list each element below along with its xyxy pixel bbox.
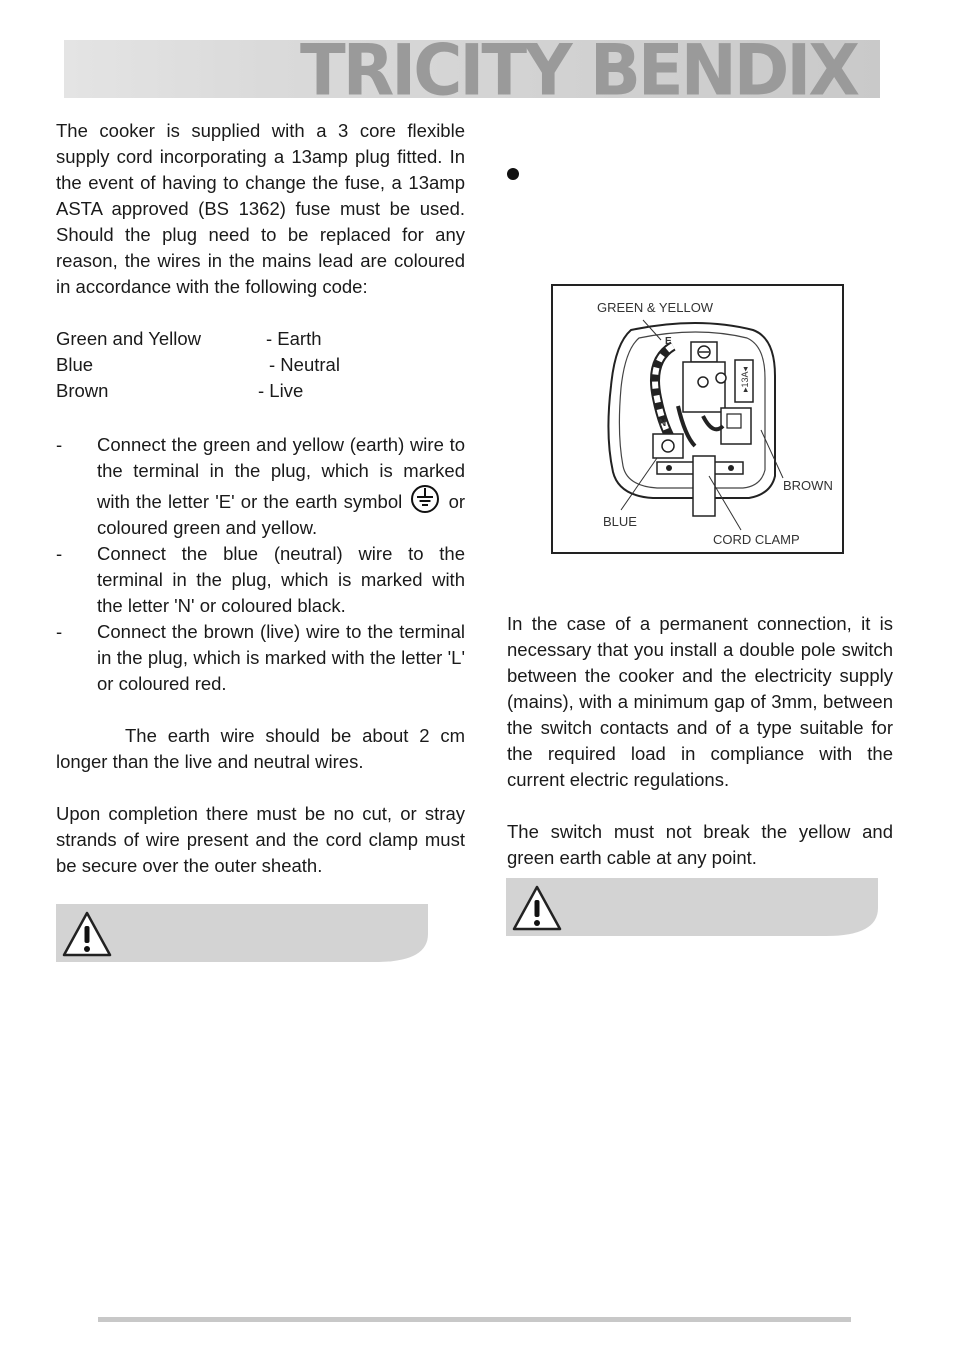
step-text: Connect the blue (neutral) wire to the terminal in the plug, which is marked with the letter 'N' or coloured black. — [97, 543, 465, 616]
step-dash: - — [56, 621, 63, 642]
plug-wiring-diagram — [551, 284, 844, 554]
earth-wire-note — [56, 723, 465, 775]
warning-triangle-icon — [61, 910, 113, 958]
label-green-yellow: GREEN & YELLOW — [597, 300, 714, 315]
label-neutral-terminal: N — [659, 418, 667, 429]
step-text: Connect the brown (live) wire to the terminal in the plug, which is marked with the letter 'L' or coloured red. — [97, 621, 465, 694]
step-text: Connect the green and yellow (earth) wire to the terminal in the plug, which is marked with the letter 'E' or the earth symbol — [97, 434, 465, 512]
warning-triangle-icon — [511, 884, 563, 932]
permanent-connection-paragraph: In the case of a permanent connection, it is necessary that you install a double pole switch between the cooker and the electricity supply (mains), with a minimum gap of 3mm, between the switch contacts and of a type suitable for the required load in compliance with the current electric regulations. — [507, 613, 893, 790]
wire-meaning: - Live — [258, 380, 304, 401]
earth-symbol-icon — [410, 484, 440, 514]
bullet-point — [507, 168, 519, 180]
wiring-steps — [56, 432, 465, 697]
label-cord-clamp: CORD CLAMP — [713, 532, 800, 547]
wire-meaning: - Neutral — [269, 354, 340, 375]
wire-colour: Green and Yellow — [56, 328, 202, 349]
completion-paragraph: Upon completion there must be no cut, or stray strands of wire present and the cord clamp must be secure over the outer sheath. — [56, 803, 465, 876]
wire-meaning: - Earth — [266, 328, 322, 349]
footer-rule — [98, 1317, 851, 1322]
step-dash: - — [56, 543, 63, 564]
label-fuse: ▸13A◂ — [740, 366, 751, 393]
colour-code-row — [56, 352, 465, 378]
brand-logo: TRICITY BENDIX — [300, 29, 857, 112]
warning-bar-right — [506, 878, 878, 936]
colour-code-row — [56, 326, 465, 352]
left-column — [56, 118, 465, 879]
plug-drawing — [553, 286, 842, 552]
earth-wire-note-text: The earth wire should be about 2 cm longer than the live and neutral wires. — [56, 725, 465, 772]
switch-note-paragraph: The switch must not break the yellow and green earth cable at any point. — [507, 821, 893, 868]
step-neutral — [56, 541, 465, 619]
step-text-continued: or coloured green and yellow. — [97, 491, 466, 538]
warning-bar-left — [56, 904, 428, 962]
right-column — [507, 611, 893, 871]
colour-code-row — [56, 378, 465, 404]
step-live — [56, 619, 465, 697]
label-earth-terminal: E — [665, 336, 672, 347]
wire-colour: Blue — [56, 354, 94, 375]
intro-paragraph: The cooker is supplied with a 3 core flexible supply cord incorporating a 13amp plug fitted. In the event of having to change the fuse, a 13amp ASTA approved (BS 1362) fuse must be used. Should the plug need to be replaced for any reason, the wires in the mains lead are coloured in accordance with the following code: — [56, 120, 465, 297]
label-brown: BROWN — [783, 478, 833, 493]
wire-colour: Brown — [56, 380, 109, 401]
colour-code-table — [56, 326, 465, 404]
step-earth — [56, 432, 465, 541]
step-dash: - — [56, 434, 63, 455]
label-blue: BLUE — [603, 514, 637, 529]
